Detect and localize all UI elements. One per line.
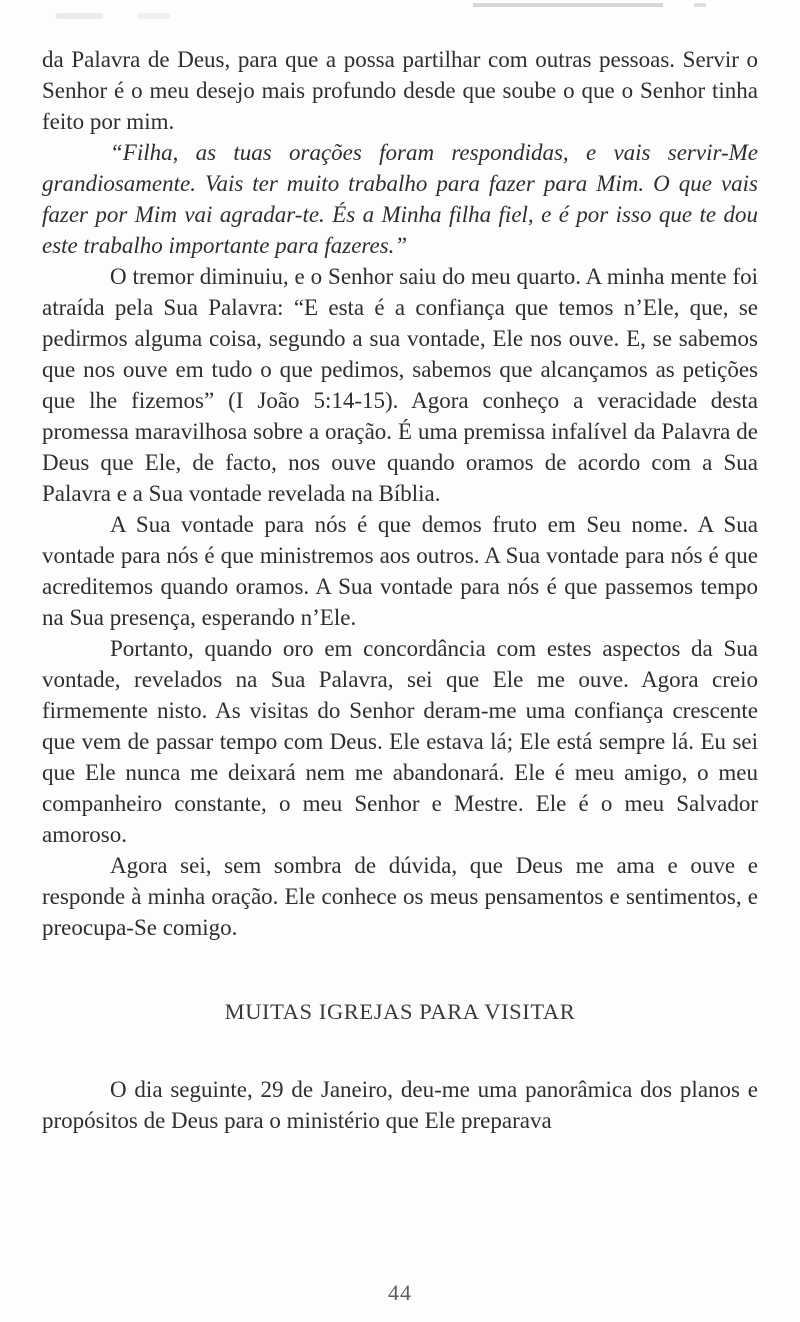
body-paragraph: Portanto, quando oro em concordância com estes aspectos da Sua vontade, revelados na Sua Palavra, sei que Ele me ouve. Agora creio firmemente nisto. As visitas do Senhor deram-me uma confiança crescente que vem de passar tempo com Deus. Ele estava lá; Ele está sempre lá. Eu sei que Ele nunca me deixará nem me abandonará. Ele é meu amigo, o meu companheiro constante, o meu Senhor e Mestre. Ele é o meu Salvador amoroso. <box>42 636 758 847</box>
scan-artifact-bar <box>473 3 663 7</box>
scan-artifact-mark <box>694 3 706 7</box>
body-paragraph: O dia seguinte, 29 de Janeiro, deu-me uma panorâmica dos planos e propósitos de Deus para o ministério que Ele preparava <box>42 1077 758 1133</box>
scan-artifact-smudge <box>138 13 170 19</box>
page-number: 44 <box>388 1280 412 1305</box>
body-paragraph: Agora sei, sem sombra de dúvida, que Deus me ama e ouve e responde à minha oração. Ele conhece os meus pensamentos e sentimentos, e preocupa-Se comigo. <box>42 853 758 940</box>
quote-paragraph: “Filha, as tuas orações foram respondidas, e vais servir-Me grandiosamente. Vais ter muito trabalho para fazer para Mim. O que vais fazer por Mim vai agradar-te. És a Minha filha fiel, e é por isso que te dou este trabalho importante para fazeres.” <box>42 140 758 258</box>
scan-artifact-smudge <box>55 13 103 19</box>
page-text-block <box>42 44 758 1136</box>
body-paragraph-continuation: da Palavra de Deus, para que a possa partilhar com outras pessoas. Servir o Senhor é o meu desejo mais profundo desde que soube o que o Senhor tinha feito por mim. <box>42 47 758 134</box>
body-paragraph: A Sua vontade para nós é que demos fruto em Seu nome. A Sua vontade para nós é que ministremos aos outros. A Sua vontade para nós é que acreditemos quando oramos. A Sua vontade para nós é que passemos tempo na Sua presença, esperando n’Ele. <box>42 512 758 630</box>
section-heading: MUITAS IGREJAS PARA VISITAR <box>224 999 576 1024</box>
body-paragraph: O tremor diminuiu, e o Senhor saiu do meu quarto. A minha mente foi atraída pela Sua Palavra: “E esta é a confiança que temos n’Ele, que, se pedirmos alguma coisa, segundo a sua vontade, Ele nos ouve. E, se sabemos que nos ouve em tudo o que pedimos, sabemos que alcançamos as petições que lhe fizemos” (I João 5:14-15). Agora conheço a veracidade desta promessa maravilhosa sobre a oração. É uma premissa infalível da Palavra de Deus que Ele, de facto, nos ouve quando oramos de acordo com a Sua Palavra e a Sua vontade revelada na Bíblia. <box>42 264 758 506</box>
